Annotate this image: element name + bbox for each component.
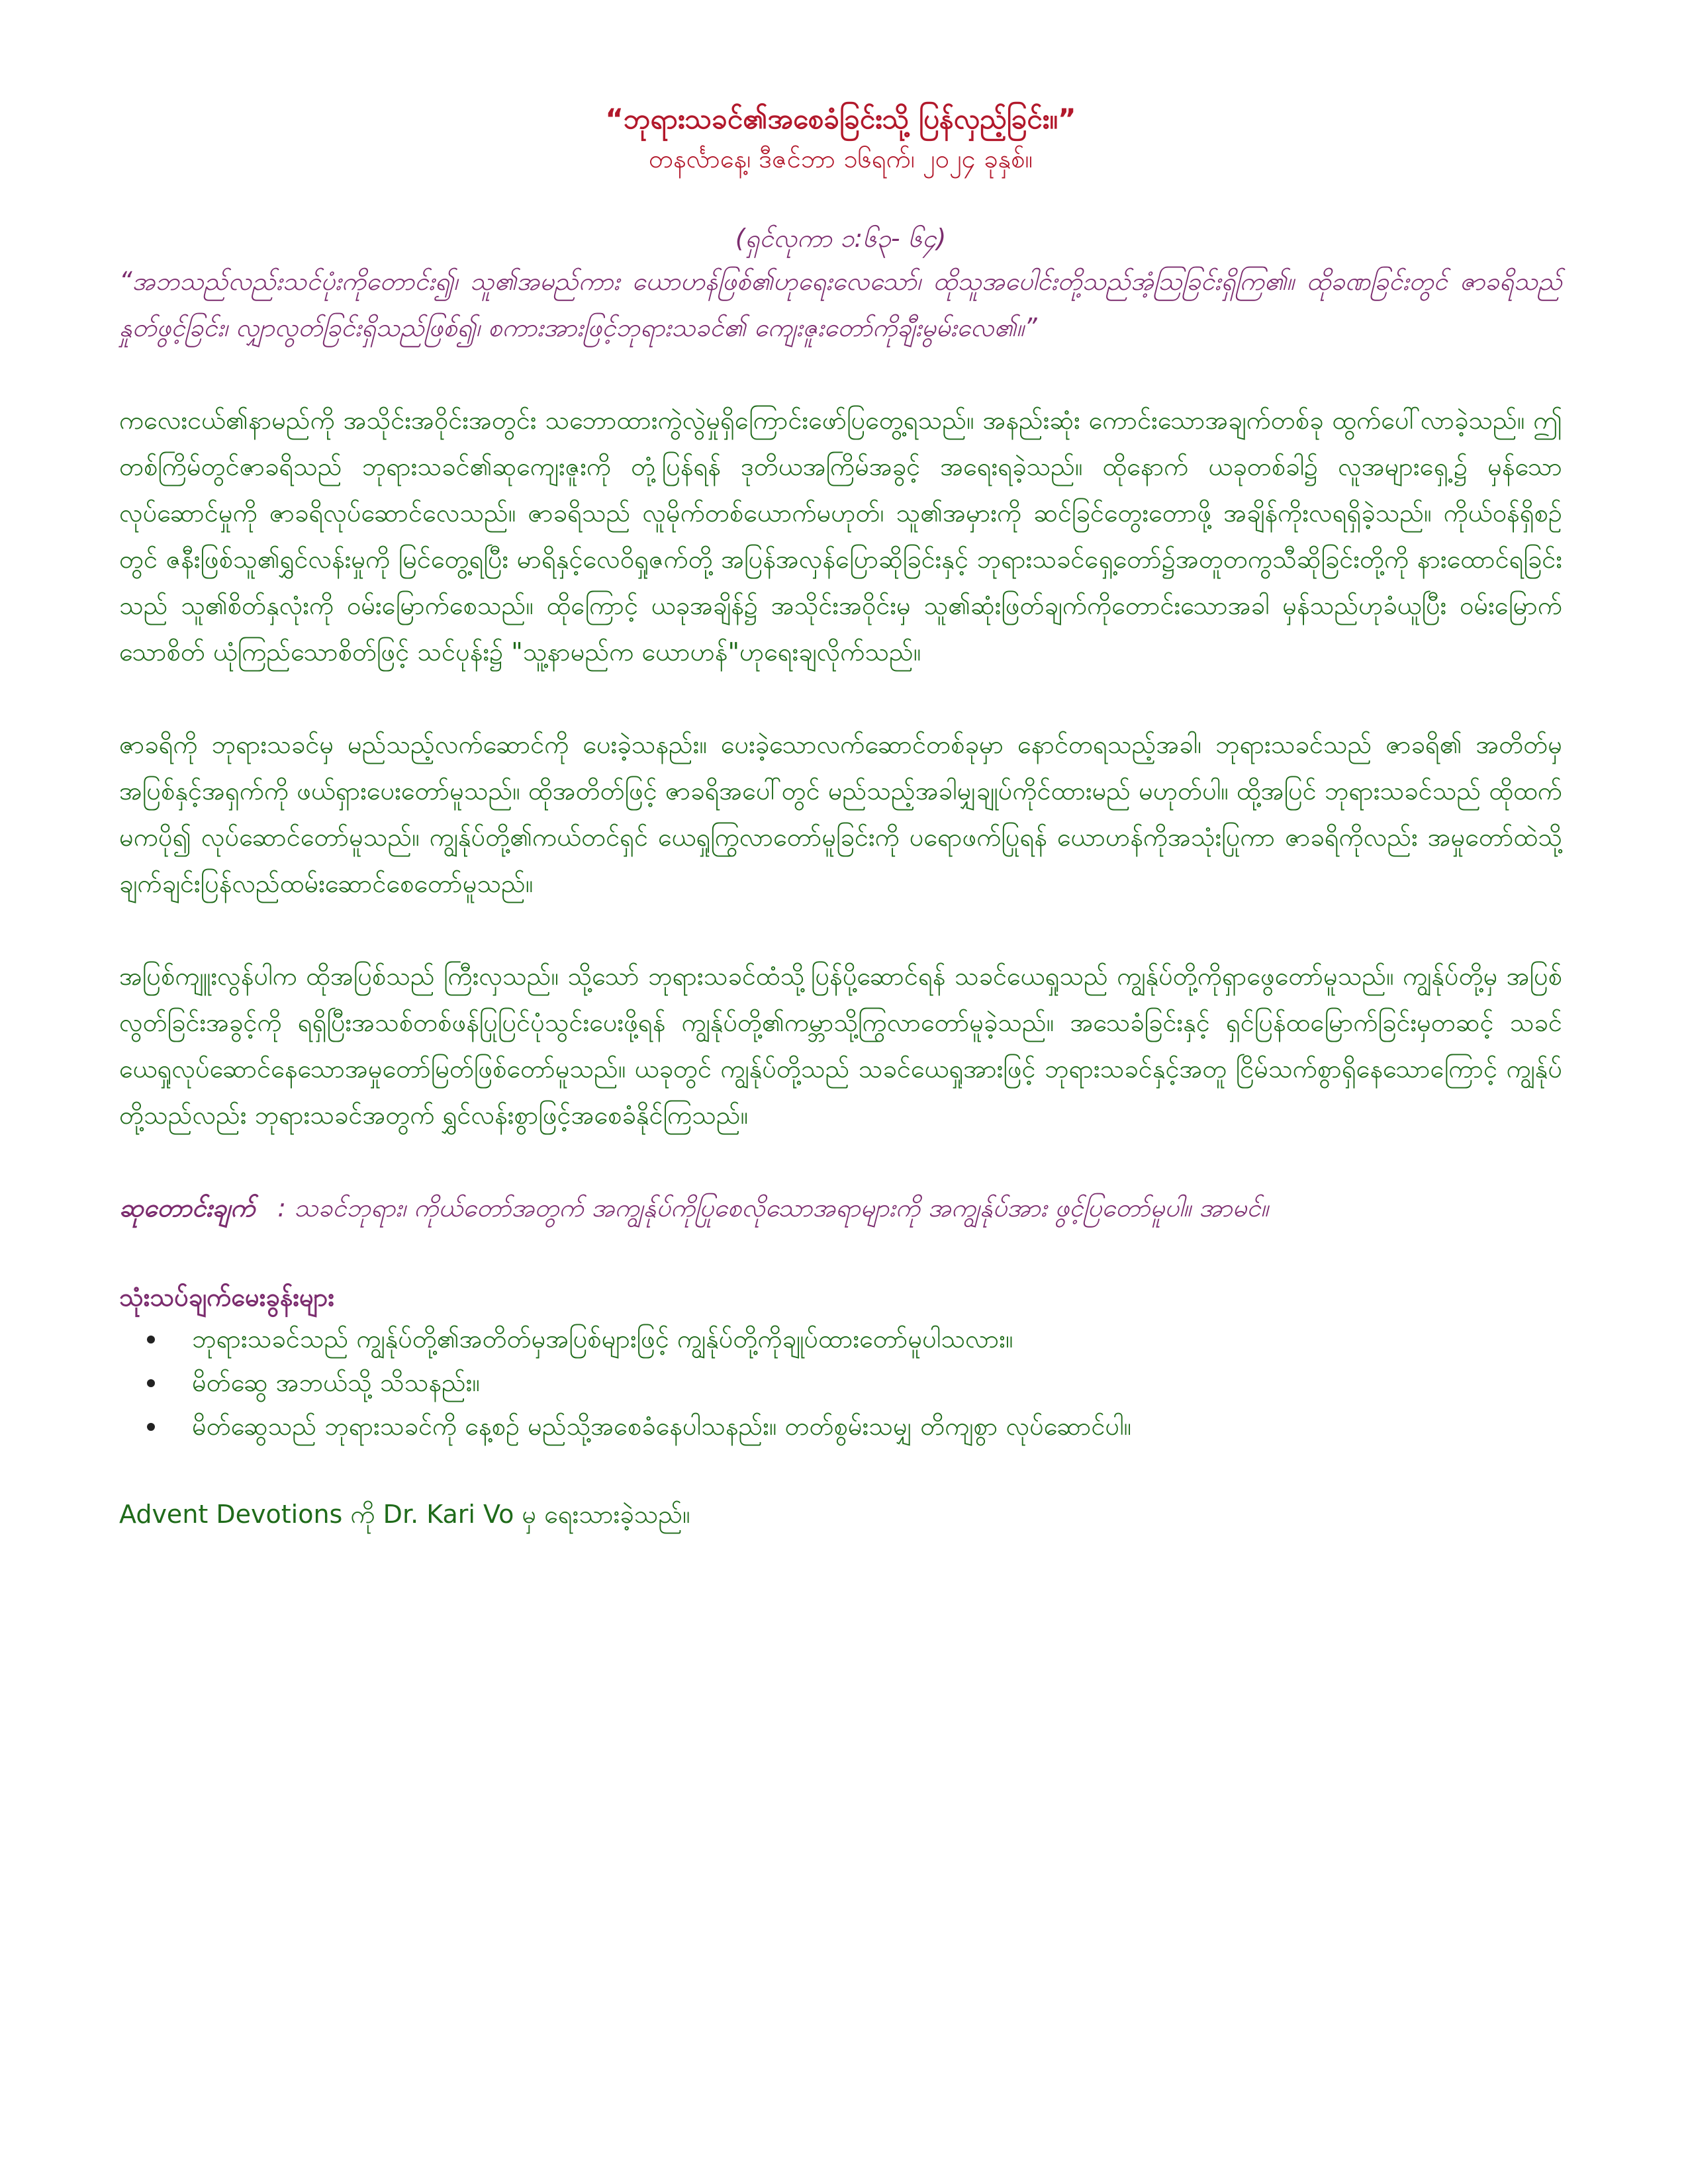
prayer-text: : သခင်ဘုရား၊ ကိုယ်တော်အတွက် အကျွန်ုပ်ကိုပြုစေလိုသောအရာများကို အကျွန်ုပ်အား ဖွင့်ပြတော်မူပါ။ အာမင်။ xyxy=(277,1193,1268,1222)
bullet-icon xyxy=(147,1379,155,1387)
bullet-icon xyxy=(147,1423,155,1431)
body-paragraph: အပြစ်ကျူးလွန်ပါက ထိုအပြစ်သည် ကြီးလှသည်။ သို့သော် ဘုရားသခင်ထံသို့ပြန်ပို့ဆောင်ရန် သခင်ယေရှုသည် ကျွန်ုပ်တို့ကိုရှာဖွေတော်မူသည်။ ကျွန်ုပ်တို့မှ အပြစ်လွတ်ခြင်းအခွင့်ကို ရရှိပြီးအသစ်တစ်ဖန်ပြုပြင်ပုံသွင်းပေးဖို့ရန် ကျွန်ုပ်တို့၏ကမ္ဘာသို့ကြွလာတော်မူခဲ့သည်။ အသေခံခြင်းနှင့် ရှင်ပြန်ထမြောက်ခြင်းမှတဆင့် သခင်ယေရှုလုပ်ဆောင်နေသောအမှုတော်မြတ်ဖြစ်တော်မူသည်။ ယခုတွင် ကျွန်ုပ်တို့သည် သခင်ယေရှုအားဖြင့် ဘုရားသခင်နှင့်အတူ ငြိမ်သက်စွာရှိနေသောကြောင့် ကျွန်ုပ်တို့သည်လည်း ဘုရားသခင်အတွက် ရွှင်လန်းစွာဖြင့်အစေခံနိုင်ကြသည်။ xyxy=(119,962,1562,1130)
body-paragraph: ဇာခရိကို ဘုရားသခင်မှ မည်သည့်လက်ဆောင်ကို ပေးခဲ့သနည်း။ ပေးခဲ့သောလက်ဆောင်တစ်ခုမှာ နောင်တရသည့်အခါ၊ ဘုရားသခင်သည် ဇာခရိ၏ အတိတ်မှအပြစ်နှင့်အရှက်ကို ဖယ်ရှားပေးတော်မူသည်။ ထိုအတိတ်ဖြင့် ဇာခရိအပေါ်တွင် မည်သည့်အခါမျှချုပ်ကိုင်ထားမည် မဟုတ်ပါ။ ထို့အပြင် ဘုရားသခင်သည် ထိုထက်မကပို၍ လုပ်ဆောင်တော်မူသည်။ ကျွန်ုပ်တို့၏ကယ်တင်ရှင် ယေရှုကြွလာတော်မူခြင်းကို ပရောဖက်ပြုရန် ယောဟန်ကိုအသုံးပြုကာ ဇာခရိကိုလည်း အမှုတော်ထဲသို့ ချက်ချင်းပြန်လည်ထမ်းဆောင်စေတော်မူသည်။ xyxy=(119,730,1562,898)
scripture-reference: (ရှင်လုကာ ၁:၆၃- ၆၄) xyxy=(735,224,947,253)
body-paragraph: ကလေးငယ်၏နာမည်ကို အသိုင်းအဝိုင်းအတွင်း သဘောထားကွဲလွဲမှုရှိကြောင်းဖော်ပြတွေ့ရသည်။ အနည်းဆုံး ကောင်းသောအချက်တစ်ခု ထွက်ပေါ်လာခဲ့သည်။ ဤတစ်ကြိမ်တွင်ဇာခရိသည် ဘုရားသခင်၏ဆုကျေးဇူးကို တုံ့ပြန်ရန် ဒုတိယအကြိမ်အခွင့် အရေးရခဲ့သည်။ ထိုနောက် ယခုတစ်ခါ၌ လူအများရှေ့၌ မှန်သောလုပ်ဆောင်မှုကို ဇာခရိလုပ်ဆောင်လေသည်။ ဇာခရိသည် လူမိုက်တစ်ယောက်မဟုတ်၊ သူ၏အမှားကို ဆင်ခြင်တွေးတောဖို့ အချိန်ကိုးလရရှိခဲ့သည်။ ကိုယ်ဝန်ရှိစဉ်တွင် ဇနီးဖြစ်သူ၏ရွှင်လန်းမှုကို မြင်တွေ့ရပြီး မာရိနှင့်လေဝိရှုဇက်တို့ အပြန်အလှန်ပြောဆိုခြင်းနှင့် ဘုရားသခင်ရှေ့တော်၌အတူတကွသီဆိုခြင်းတို့ကို နားထောင်ရခြင်းသည် သူ၏စိတ်နှလုံးကို ဝမ်းမြောက်စေသည်။ ထိုကြောင့် ယခုအချိန်၌ အသိုင်းအဝိုင်းမှ သူ၏ဆုံးဖြတ်ချက်ကိုတောင်းသောအခါ မှန်သည်ဟုခံယူပြီး ဝမ်းမြောက်သောစိတ် ယုံကြည်သောစိတ်ဖြင့် သင်ပုန်း၌ "သူ့နာမည်က ယောဟန်"ဟုရေးချလိုက်သည်။ xyxy=(119,406,1562,666)
devotion-page xyxy=(119,99,1562,1534)
list-item-text: မိတ်ဆွေ အဘယ်သို့ သိသနည်း။ xyxy=(192,1368,480,1397)
list-item xyxy=(119,1361,1562,1404)
prayer xyxy=(119,1185,1562,1231)
bullet-icon xyxy=(147,1336,155,1343)
scripture-quote: “အဘသည်လည်းသင်ပုံးကိုတောင်း၍၊ သူ၏အမည်ကား ယောဟန်ဖြစ်၏ဟုရေးလေသော်၊ ထိုသူအပေါင်းတို့သည်အံ့ဩခြင်းရှိကြ၏။ ထိုခဏခြင်းတွင် ဇာခရိသည်နှုတ်ဖွင့်ခြင်း၊ လျှာလွတ်ခြင်းရှိသည်ဖြစ်၍၊ စကားအားဖြင့်ဘုရားသခင်၏ ကျေးဇူးတော်ကိုချီးမွမ်းလေ၏။” xyxy=(119,267,1562,342)
prayer-label: ဆုတောင်းချက် xyxy=(119,1193,256,1222)
author-credit: Advent Devotions ကို Dr. Kari Vo မှ ရေးသားခဲ့သည်။ xyxy=(119,1500,690,1529)
reflection-heading: သုံးသပ်ချက်မေးခွန်းများ xyxy=(119,1283,335,1312)
list-item xyxy=(119,1404,1562,1448)
date-line: တနင်္လာနေ့၊ ဒီဇင်ဘာ ၁၆ရက်၊ ၂၀၂၄ ခုနှစ်။ xyxy=(649,144,1033,173)
page-title: “ဘုရားသခင်၏အစေခံခြင်းသို့ ပြန်လှည့်ခြင်း။” xyxy=(605,103,1076,135)
list-item-text: မိတ်ဆွေသည် ဘုရားသခင်ကို နေ့စဉ် မည်သို့အစေခံနေပါသနည်း။ တတ်စွမ်းသမျှ တိကျစွာ လုပ်ဆောင်ပါ။ xyxy=(192,1412,1132,1441)
list-item xyxy=(119,1317,1562,1361)
list-item-text: ဘုရားသခင်သည် ကျွန်ုပ်တို့၏အတိတ်မှအပြစ်များဖြင့် ကျွန်ုပ်တို့ကိုချုပ်ထားတော်မူပါသလား။ xyxy=(192,1324,1013,1353)
reflection-list xyxy=(119,1317,1562,1448)
